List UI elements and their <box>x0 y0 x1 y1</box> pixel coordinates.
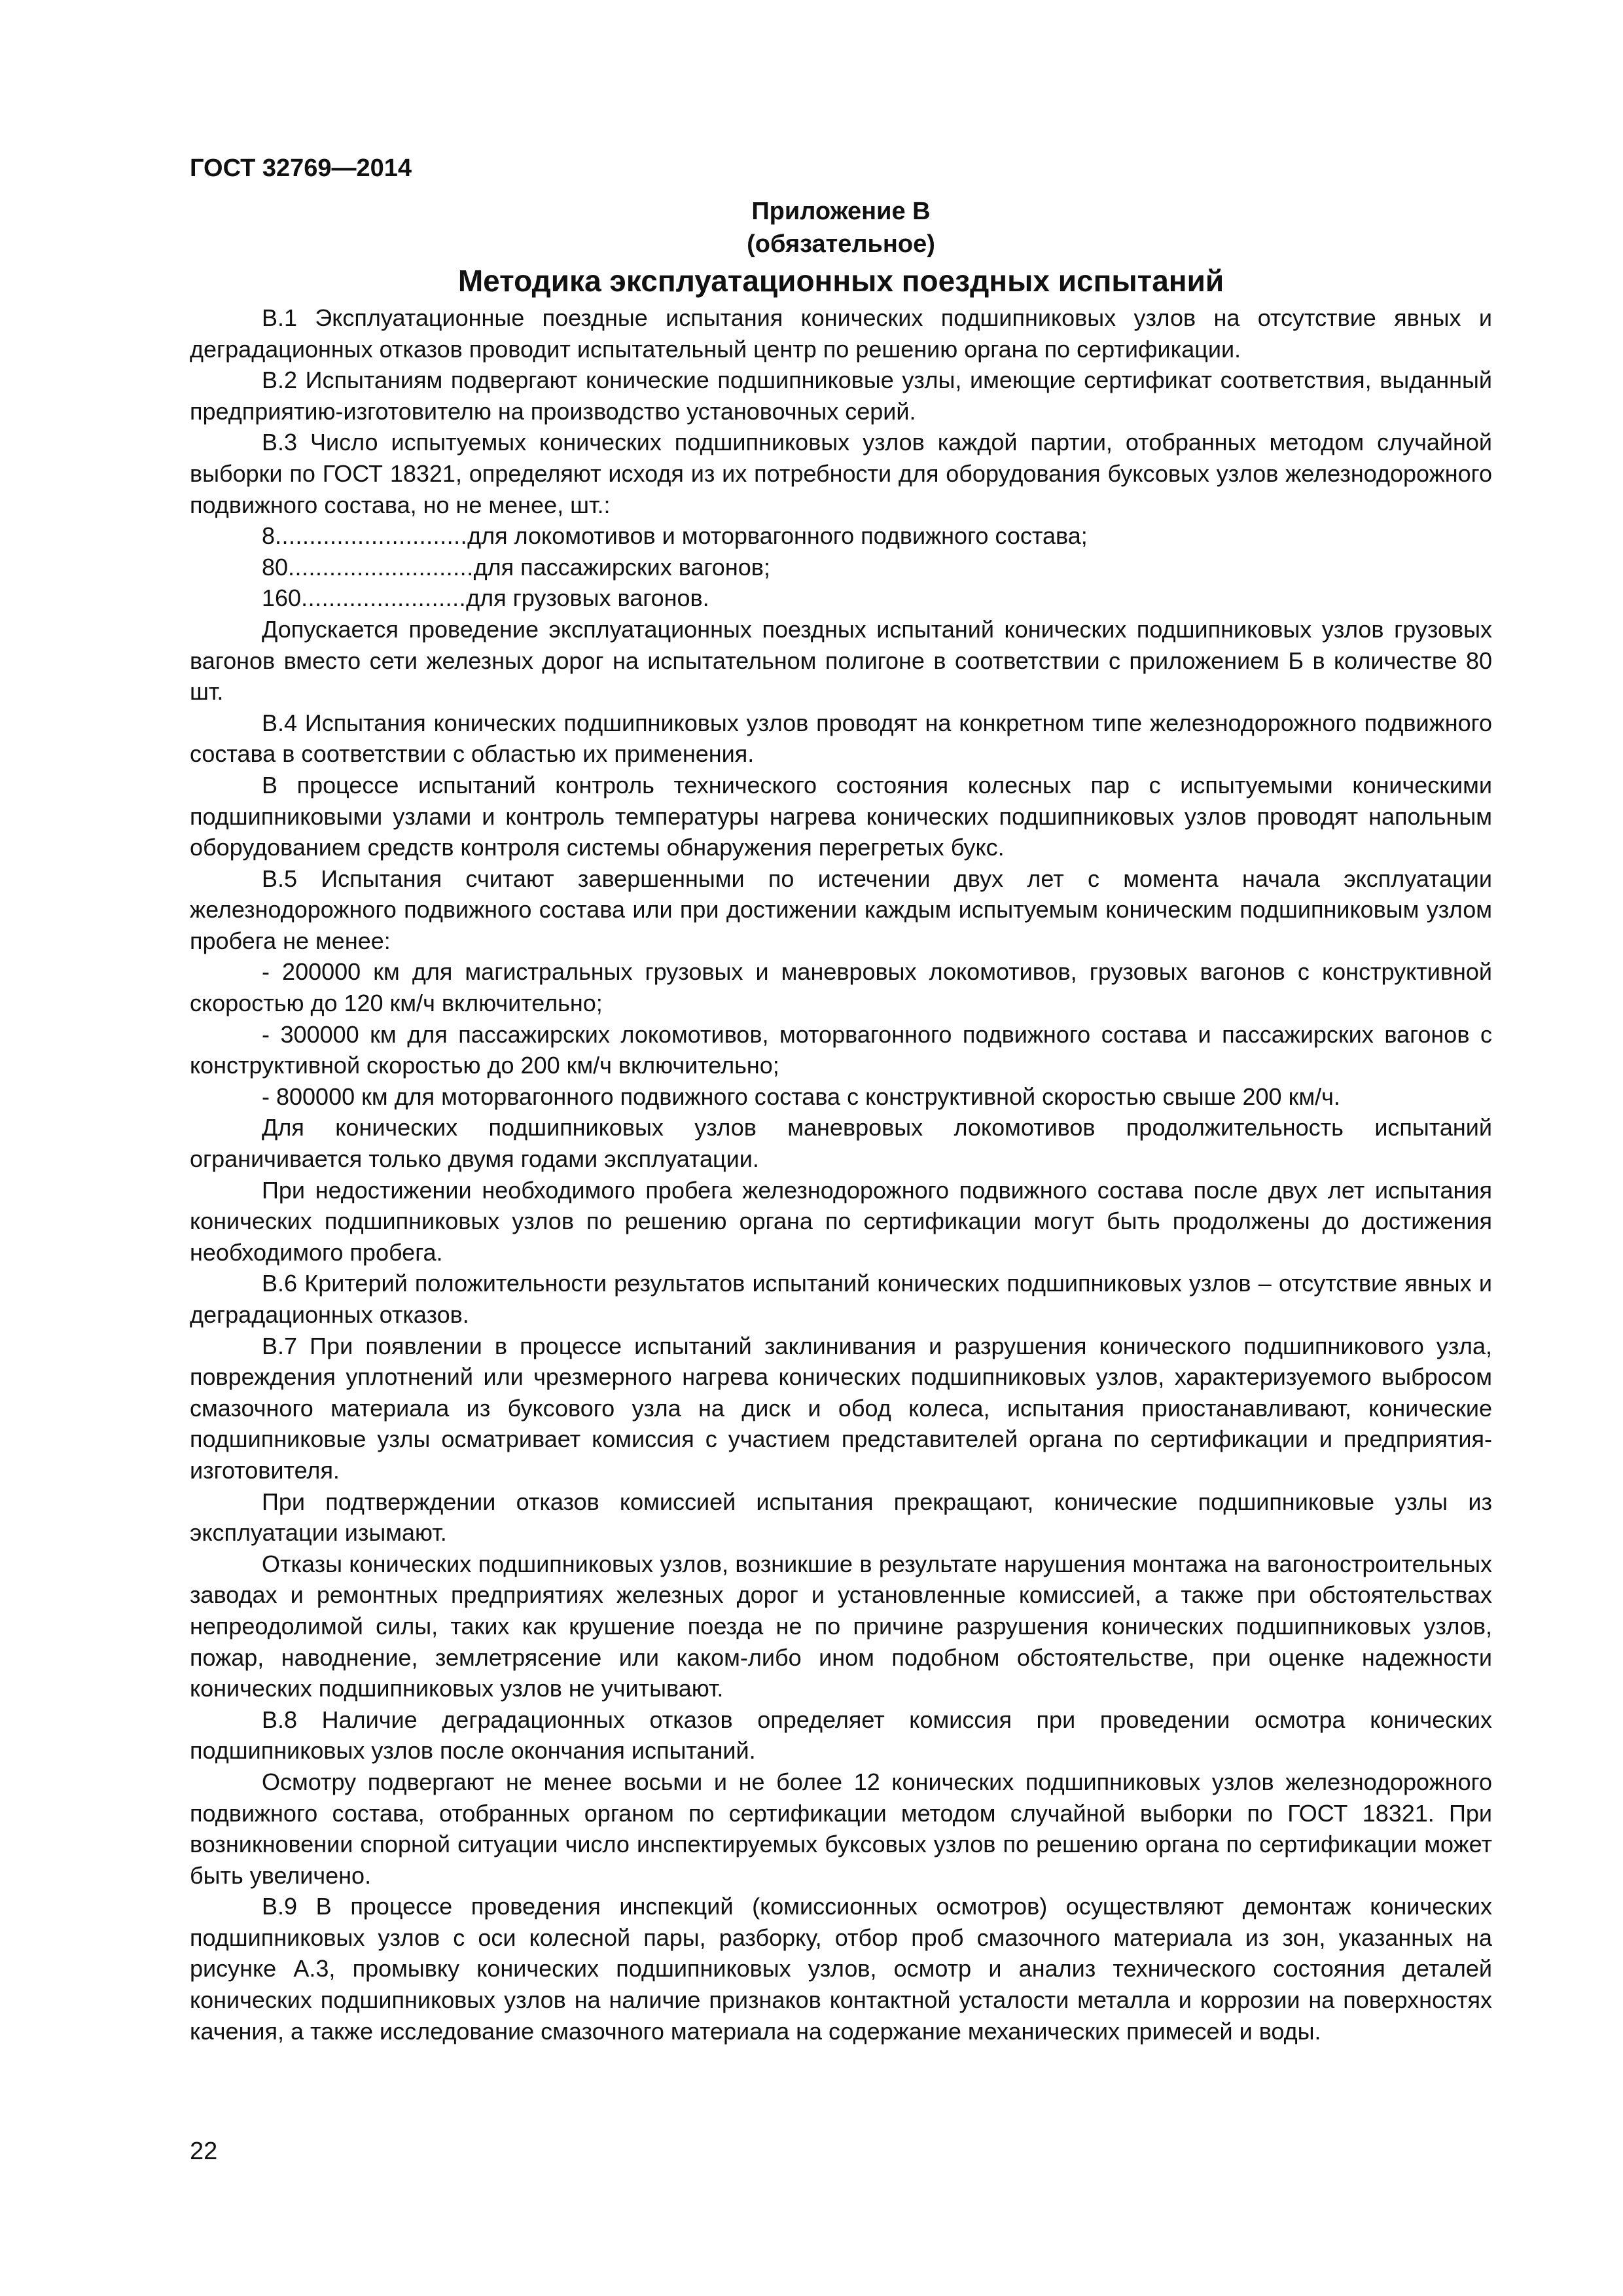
document-id: ГОСТ 32769—2014 <box>190 154 412 182</box>
appendix-title: Приложение В <box>751 198 931 225</box>
paragraph-b7-termination: При подтверждении отказов комиссией испытания прекращают, конические подшипниковые узлы из эксплуатации изымают. <box>190 1488 1492 1547</box>
quantity-list-item <box>190 583 1492 614</box>
appendix-status: (обязательное) <box>747 230 935 258</box>
quantity-list-item <box>190 520 1492 552</box>
quantity-description: для пассажирских вагонов; <box>473 553 770 581</box>
mileage-item-800000: - 800000 км для моторвагонного подвижного состава с конструктивной скоростью свыше 200 км/ч. <box>262 1083 1340 1110</box>
paragraph-polygon-note: Допускается проведение эксплуатационных поездных испытаний конических подшипниковых узлов грузовых вагонов вместо сети железных дорог на испытательном полигоне в соответствии с приложением Б в количестве 80 шт. <box>190 615 1492 706</box>
paragraph-b7: В.7 При появлении в процессе испытаний заклинивания и разрушения конического подшипникового узла, повреждения уплотнений или чрезмерного нагрева конических подшипниковых узлов, характеризуемого выбросом смазочного материала из буксового узла на диск и обод колеса, испытания приостанавливают, конические подшипниковые узлы осматривает комиссия с участием представителей органа по сертификации и предприятия-изготовителя. <box>190 1332 1492 1484</box>
paragraph-b6: В.6 Критерий положительности результатов испытаний конических подшипниковых узлов – отсутствие явных и деградационных отказов. <box>190 1270 1492 1328</box>
paragraph-b8-inspection: Осмотру подвергают не менее восьми и не более 12 конических подшипниковых узлов железнодорожного подвижного состава, отобранных органом по сертификации методом случайной выборки по ГОСТ 18321. При возникновении спорной ситуации число инспектируемых буксовых узлов по решению органа по сертификации может быть увеличено. <box>190 1768 1492 1889</box>
paragraph-extension: При недостижении необходимого пробега железнодорожного подвижного состава после двух лет испытания конических подшипниковых узлов по решению органа по сертификации могут быть продолжены до достижения необходимого пробега. <box>190 1176 1492 1266</box>
paragraph-b5: В.5 Испытания считают завершенными по истечении двух лет с момента начала эксплуатации железнодорожного подвижного состава или при достижении каждым испытуемым коническим подшипниковым узлом пробега не менее: <box>190 865 1492 954</box>
quantity-number: 8 <box>262 522 276 550</box>
paragraph-b8: В.8 Наличие деградационных отказов определяет комиссия при проведении осмотра конических подшипниковых узлов после окончания испытаний. <box>190 1706 1492 1765</box>
paragraph-b9: В.9 В процессе проведения инспекций (комиссионных осмотров) осуществляют демонтаж конических подшипниковых узлов с оси колесной пары, разборку, отбор проб смазочного материала из зон, указанных на рисунке А.3, промывку конических подшипниковых узлов, осмотр и анализ технического состояния деталей конических подшипниковых узлов на наличие признаков контактной усталости металла и коррозии на поверхностях качения, а также исследование смазочного материала на содержание механических примесей и воды. <box>190 1893 1492 2045</box>
mileage-item-300000: - 300000 км для пассажирских локомотивов, моторвагонного подвижного состава и пассажирских вагонов с конструктивной скоростью до 200 км/ч включительно; <box>190 1020 1492 1079</box>
page-number: 22 <box>190 2138 218 2165</box>
quantity-description: для грузовых вагонов. <box>466 584 709 612</box>
paragraph-b4: В.4 Испытания конических подшипниковых узлов проводят на конкретном типе железнодорожного подвижного состава в соответствии с областью их применения. <box>190 709 1492 768</box>
paragraph-b4-control: В процессе испытаний контроль технического состояния колесных пар с испытуемыми коническими подшипниковыми узлами и контроль температуры нагрева конических подшипниковых узлов проводят напольным оборудованием средств контроля системы обнаружения перегретых букс. <box>190 771 1492 861</box>
document-body <box>190 302 1492 2047</box>
quantity-description: для локомотивов и моторвагонного подвижного состава; <box>467 522 1088 550</box>
dot-leader: ........................ <box>301 584 467 612</box>
dot-leader: ........................... <box>288 553 474 581</box>
paragraph-b3: В.3 Число испытуемых конических подшипниковых узлов каждой партии, отобранных методом случайной выборки по ГОСТ 18321, определяют исходя из их потребности для оборудования буксовых узлов железнодорожного подвижного состава, но не менее, шт.: <box>190 429 1492 518</box>
dot-leader: ............................ <box>275 522 468 550</box>
paragraph-b7-exclusions: Отказы конических подшипниковых узлов, возникшие в результате нарушения монтажа на вагоностроительных заводах и ремонтных предприятиях железных дорог и установленные комиссией, а также при обстоятельствах непреодолимой силы, таких как крушение поезда не по причине разрушения конических подшипниковых узлов, пожар, наводнение, землетрясение или каком-либо ином подобном обстоятельстве, при оценке надежности конических подшипниковых узлов не учитывают. <box>190 1550 1492 1702</box>
quantity-number: 160 <box>262 584 302 612</box>
mileage-item-200000: - 200000 км для магистральных грузовых и маневровых локомотивов, грузовых вагонов с конструктивной скоростью до 120 км/ч включительно; <box>190 958 1492 1017</box>
quantity-number: 80 <box>262 553 289 581</box>
paragraph-shunting-duration: Для конических подшипниковых узлов маневровых локомотивов продолжительность испытаний ограничивается только двумя годами эксплуатации. <box>190 1114 1492 1173</box>
paragraph-b1: В.1 Эксплуатационные поездные испытания конических подшипниковых узлов на отсутствие явных и деградационных отказов проводит испытательный центр по решению органа по сертификации. <box>190 304 1492 363</box>
paragraph-b2: В.2 Испытаниям подвергают конические подшипниковые узлы, имеющие сертификат соответствия, выданный предприятию-изготовителю на производство установочных серий. <box>190 367 1492 425</box>
quantity-list-item <box>190 552 1492 583</box>
section-title: Методика эксплуатационных поездных испытаний <box>457 264 1224 298</box>
